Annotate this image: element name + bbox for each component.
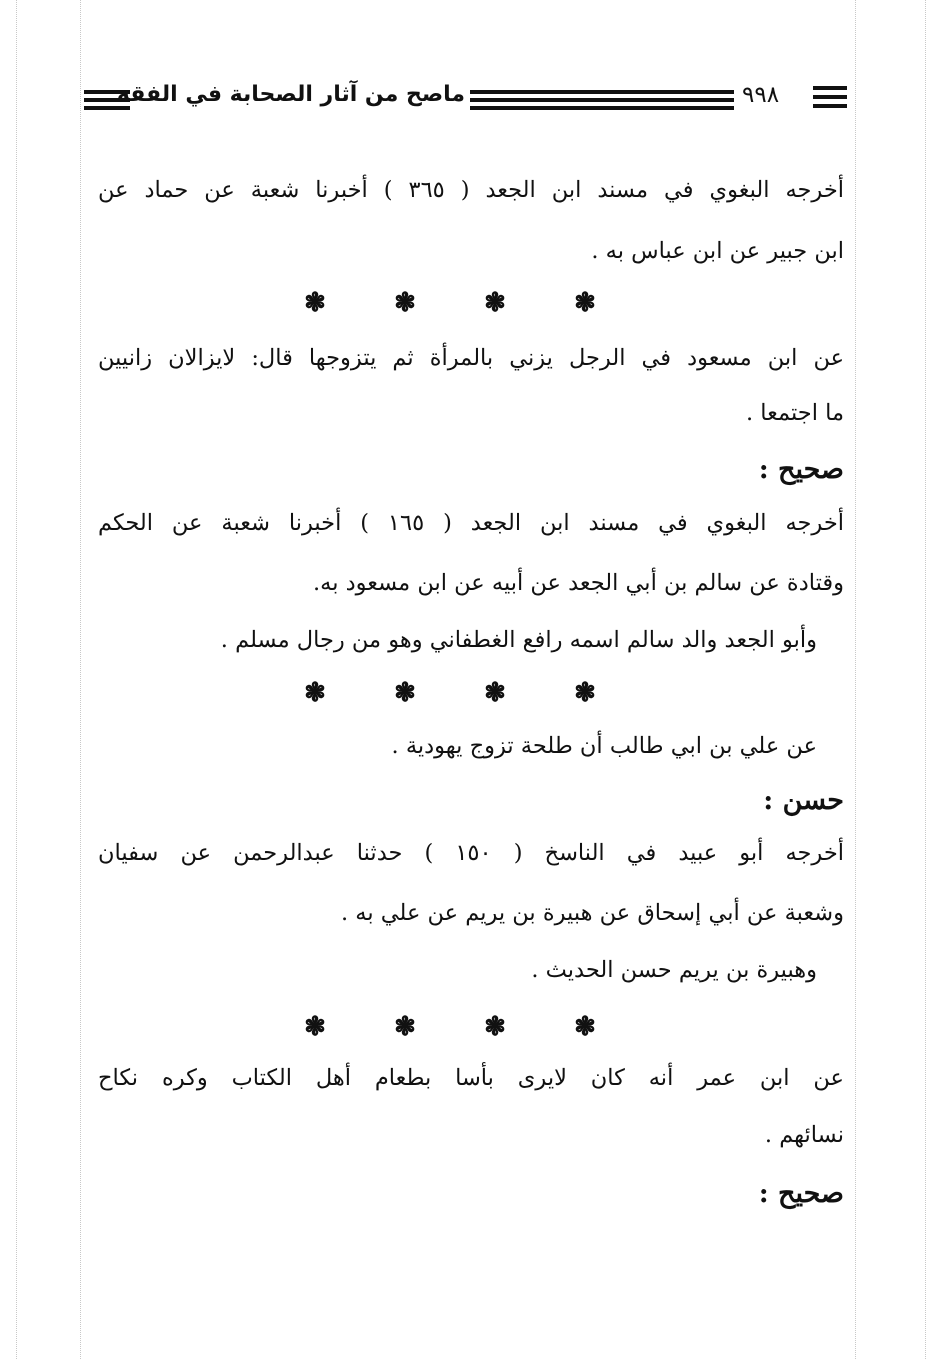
dotted-margin-guide — [925, 0, 926, 1359]
star-ornament-icon: ❃ — [304, 288, 326, 318]
star-ornament-icon: ❃ — [574, 1012, 596, 1042]
section-separator — [300, 680, 600, 706]
paragraph-line: وأبو الجعد والد سالم اسمه رافع الغطفاني وهو من رجال مسلم . — [220, 627, 817, 653]
star-ornament-icon: ❃ — [484, 1012, 506, 1042]
paragraph-line: عن ابن عمر أنه كان لايرى بأسا بطعام أهل الكتاب وكره نكاح — [98, 1065, 844, 1091]
paragraph-line: أخرجه أبو عبيد في الناسخ ( ١٥٠ ) حدثنا عبدالرحمن عن سفيان — [98, 840, 844, 866]
star-ornament-icon: ❃ — [304, 1012, 326, 1042]
section-separator — [300, 290, 600, 316]
page-number: ٩٩٨ — [742, 82, 780, 108]
star-ornament-icon: ❃ — [574, 678, 596, 708]
paragraph-line: ما اجتمعا . — [745, 400, 844, 426]
paragraph-line: وشعبة عن أبي إسحاق عن هبيرة بن يريم عن علي به . — [340, 900, 844, 926]
dotted-margin-guide — [80, 0, 81, 1359]
header-title: ماصح من آثار الصحابة في الفقه — [116, 82, 465, 107]
header-rule-middle — [470, 90, 734, 110]
paragraph-line: أخرجه البغوي في مسند ابن الجعد ( ٣٦٥ ) أخبرنا شعبة عن حماد عن — [98, 177, 844, 203]
star-ornament-icon: ❃ — [484, 678, 506, 708]
running-header — [0, 80, 940, 120]
paragraph-line: عن ابن مسعود في الرجل يزني بالمرأة ثم يتزوجها قال: لايزالان زانيين — [98, 345, 844, 371]
grading-heading: صحيح : — [758, 1178, 844, 1209]
paragraph-line: وهبيرة بن يريم حسن الحديث . — [531, 957, 817, 983]
paragraph-line: وقتادة عن سالم بن أبي الجعد عن أبيه عن ابن مسعود به. — [312, 570, 844, 596]
star-ornament-icon: ❃ — [574, 288, 596, 318]
star-ornament-icon: ❃ — [484, 288, 506, 318]
grading-heading: حسن : — [763, 785, 844, 816]
grading-heading: صحيح : — [758, 454, 844, 485]
paragraph-line: عن علي بن ابي طالب أن طلحة تزوج يهودية . — [391, 733, 817, 759]
paragraph-line: نسائهم . — [764, 1122, 844, 1148]
dotted-margin-guide — [855, 0, 856, 1359]
paragraph-line: ابن جبير عن ابن عباس به . — [591, 238, 844, 264]
star-ornament-icon: ❃ — [394, 288, 416, 318]
section-separator — [300, 1014, 600, 1040]
paragraph-line: أخرجه البغوي في مسند ابن الجعد ( ١٦٥ ) أخبرنا شعبة عن الحكم — [98, 510, 844, 536]
header-rule-right — [813, 86, 847, 108]
star-ornament-icon: ❃ — [394, 678, 416, 708]
dotted-margin-guide — [16, 0, 17, 1359]
star-ornament-icon: ❃ — [304, 678, 326, 708]
star-ornament-icon: ❃ — [394, 1012, 416, 1042]
